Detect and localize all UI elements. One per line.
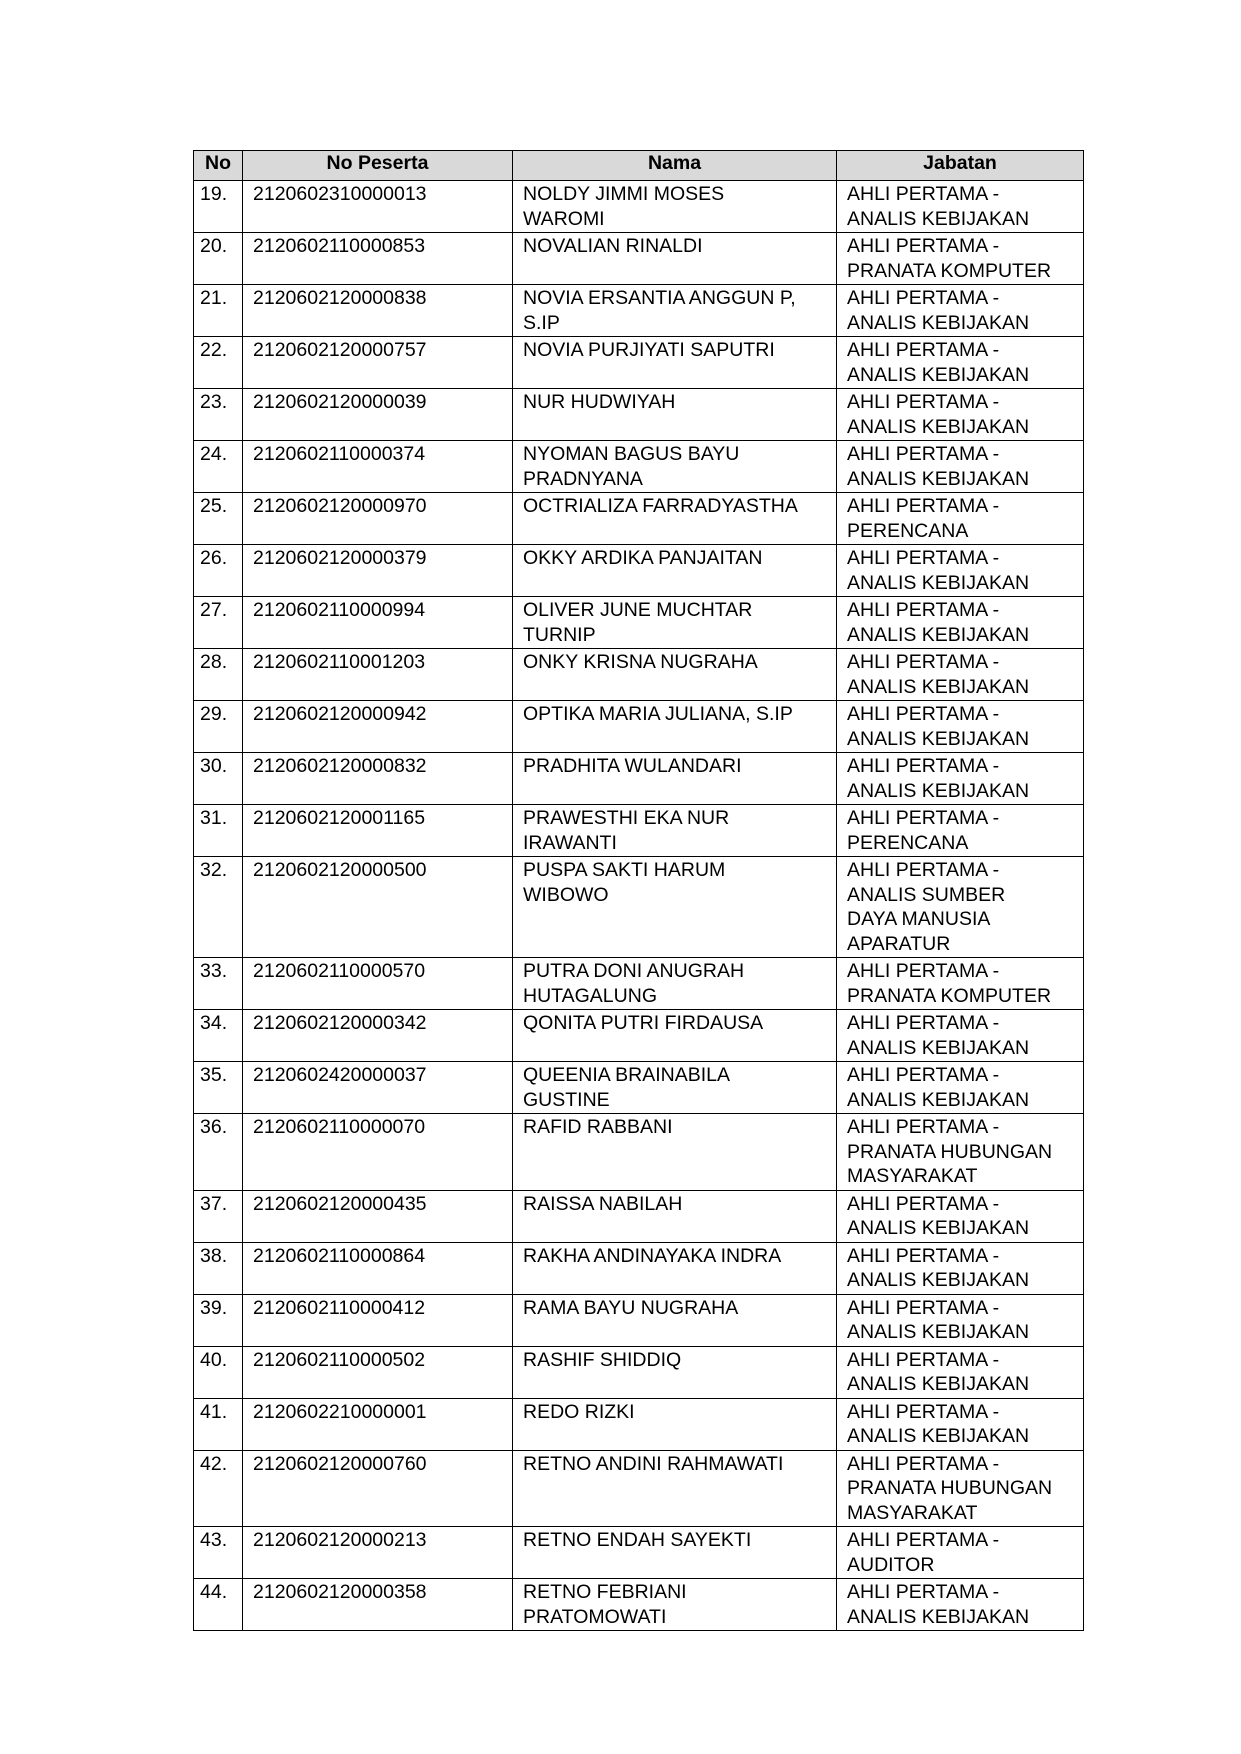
cell-nama: PUTRA DONI ANUGRAH HUTAGALUNG xyxy=(513,958,837,1010)
cell-no-peserta: 2120602120000500 xyxy=(243,857,513,958)
cell-nama: RAFID RABBANI xyxy=(513,1114,837,1191)
cell-nama: RAMA BAYU NUGRAHA xyxy=(513,1294,837,1346)
cell-jabatan: AHLI PERTAMA - ANALIS KEBIJAKAN xyxy=(837,389,1084,441)
cell-no-peserta: 2120602120000342 xyxy=(243,1010,513,1062)
cell-nama: PRADHITA WULANDARI xyxy=(513,753,837,805)
cell-jabatan: AHLI PERTAMA - ANALIS KEBIJAKAN xyxy=(837,597,1084,649)
cell-jabatan: AHLI PERTAMA - PERENCANA xyxy=(837,805,1084,857)
table-row xyxy=(194,233,1084,285)
cell-jabatan: AHLI PERTAMA - PERENCANA xyxy=(837,493,1084,545)
cell-no: 26. xyxy=(194,545,243,597)
table-row xyxy=(194,545,1084,597)
cell-jabatan: AHLI PERTAMA - PRANATA KOMPUTER xyxy=(837,958,1084,1010)
cell-no: 22. xyxy=(194,337,243,389)
cell-jabatan: AHLI PERTAMA - PRANATA HUBUNGAN MASYARAKAT xyxy=(837,1450,1084,1527)
cell-jabatan: AHLI PERTAMA - ANALIS KEBIJAKAN xyxy=(837,1346,1084,1398)
cell-nama: NOLDY JIMMI MOSES WAROMI xyxy=(513,181,837,233)
table-row xyxy=(194,958,1084,1010)
cell-nama: PUSPA SAKTI HARUM WIBOWO xyxy=(513,857,837,958)
cell-nama: RAISSA NABILAH xyxy=(513,1190,837,1242)
table-row xyxy=(194,389,1084,441)
header-no-peserta: No Peserta xyxy=(243,151,513,181)
cell-no-peserta: 2120602120000358 xyxy=(243,1579,513,1631)
table-row xyxy=(194,493,1084,545)
cell-no: 27. xyxy=(194,597,243,649)
cell-jabatan: AHLI PERTAMA - ANALIS KEBIJAKAN xyxy=(837,701,1084,753)
table-row xyxy=(194,649,1084,701)
cell-nama: RETNO ANDINI RAHMAWATI xyxy=(513,1450,837,1527)
cell-no-peserta: 2120602110000864 xyxy=(243,1242,513,1294)
table-row xyxy=(194,441,1084,493)
table-row xyxy=(194,1242,1084,1294)
cell-nama: OPTIKA MARIA JULIANA, S.IP xyxy=(513,701,837,753)
cell-no: 25. xyxy=(194,493,243,545)
cell-no-peserta: 2120602310000013 xyxy=(243,181,513,233)
cell-no-peserta: 2120602110000502 xyxy=(243,1346,513,1398)
cell-no-peserta: 2120602110000070 xyxy=(243,1114,513,1191)
cell-no: 19. xyxy=(194,181,243,233)
cell-no-peserta: 2120602120000435 xyxy=(243,1190,513,1242)
cell-no-peserta: 2120602120000039 xyxy=(243,389,513,441)
cell-jabatan: AHLI PERTAMA - PRANATA KOMPUTER xyxy=(837,233,1084,285)
table-row xyxy=(194,805,1084,857)
cell-no: 21. xyxy=(194,285,243,337)
table-row xyxy=(194,597,1084,649)
header-jabatan: Jabatan xyxy=(837,151,1084,181)
cell-no: 20. xyxy=(194,233,243,285)
cell-nama: QUEENIA BRAINABILA GUSTINE xyxy=(513,1062,837,1114)
cell-jabatan: AHLI PERTAMA - ANALIS KEBIJAKAN xyxy=(837,1398,1084,1450)
cell-jabatan: AHLI PERTAMA - ANALIS KEBIJAKAN xyxy=(837,1010,1084,1062)
cell-no-peserta: 2120602120000970 xyxy=(243,493,513,545)
cell-jabatan: AHLI PERTAMA - ANALIS KEBIJAKAN xyxy=(837,1190,1084,1242)
cell-no-peserta: 2120602120000838 xyxy=(243,285,513,337)
table-row xyxy=(194,753,1084,805)
header-no: No xyxy=(194,151,243,181)
table-row xyxy=(194,701,1084,753)
cell-jabatan: AHLI PERTAMA - ANALIS SUMBER DAYA MANUSIA APARATUR xyxy=(837,857,1084,958)
cell-no: 29. xyxy=(194,701,243,753)
table-row xyxy=(194,285,1084,337)
cell-no-peserta: 2120602120000942 xyxy=(243,701,513,753)
cell-no-peserta: 2120602110000570 xyxy=(243,958,513,1010)
cell-no: 37. xyxy=(194,1190,243,1242)
table-row xyxy=(194,1346,1084,1398)
cell-no: 30. xyxy=(194,753,243,805)
cell-nama: OKKY ARDIKA PANJAITAN xyxy=(513,545,837,597)
cell-jabatan: AHLI PERTAMA - ANALIS KEBIJAKAN xyxy=(837,337,1084,389)
cell-no-peserta: 2120602110001203 xyxy=(243,649,513,701)
cell-nama: QONITA PUTRI FIRDAUSA xyxy=(513,1010,837,1062)
cell-nama: OCTRIALIZA FARRADYASTHA xyxy=(513,493,837,545)
table-row xyxy=(194,1010,1084,1062)
header-nama: Nama xyxy=(513,151,837,181)
cell-no-peserta: 2120602110000853 xyxy=(243,233,513,285)
participant-table xyxy=(193,150,1084,1631)
cell-no-peserta: 2120602110000994 xyxy=(243,597,513,649)
table-row xyxy=(194,181,1084,233)
cell-jabatan: AHLI PERTAMA - ANALIS KEBIJAKAN xyxy=(837,1062,1084,1114)
cell-jabatan: AHLI PERTAMA - ANALIS KEBIJAKAN xyxy=(837,753,1084,805)
cell-no-peserta: 2120602420000037 xyxy=(243,1062,513,1114)
cell-nama: REDO RIZKI xyxy=(513,1398,837,1450)
header-row xyxy=(194,151,1084,181)
cell-nama: RETNO ENDAH SAYEKTI xyxy=(513,1527,837,1579)
table-row xyxy=(194,1398,1084,1450)
table-row xyxy=(194,1450,1084,1527)
cell-no: 33. xyxy=(194,958,243,1010)
cell-nama: ONKY KRISNA NUGRAHA xyxy=(513,649,837,701)
cell-nama: RASHIF SHIDDIQ xyxy=(513,1346,837,1398)
cell-no: 28. xyxy=(194,649,243,701)
cell-nama: OLIVER JUNE MUCHTAR TURNIP xyxy=(513,597,837,649)
cell-nama: NOVIA PURJIYATI SAPUTRI xyxy=(513,337,837,389)
table-body xyxy=(194,181,1084,1631)
cell-jabatan: AHLI PERTAMA - PRANATA HUBUNGAN MASYARAKAT xyxy=(837,1114,1084,1191)
cell-no: 43. xyxy=(194,1527,243,1579)
cell-nama: PRAWESTHI EKA NUR IRAWANTI xyxy=(513,805,837,857)
cell-nama: NYOMAN BAGUS BAYU PRADNYANA xyxy=(513,441,837,493)
cell-no-peserta: 2120602110000374 xyxy=(243,441,513,493)
cell-jabatan: AHLI PERTAMA - ANALIS KEBIJAKAN xyxy=(837,181,1084,233)
cell-no-peserta: 2120602210000001 xyxy=(243,1398,513,1450)
cell-no-peserta: 2120602120000213 xyxy=(243,1527,513,1579)
cell-no: 36. xyxy=(194,1114,243,1191)
cell-no: 34. xyxy=(194,1010,243,1062)
cell-nama: NOVIA ERSANTIA ANGGUN P, S.IP xyxy=(513,285,837,337)
cell-no: 39. xyxy=(194,1294,243,1346)
cell-no-peserta: 2120602120000760 xyxy=(243,1450,513,1527)
cell-nama: RAKHA ANDINAYAKA INDRA xyxy=(513,1242,837,1294)
cell-no-peserta: 2120602120000379 xyxy=(243,545,513,597)
cell-jabatan: AHLI PERTAMA - ANALIS KEBIJAKAN xyxy=(837,1294,1084,1346)
cell-jabatan: AHLI PERTAMA - AUDITOR xyxy=(837,1527,1084,1579)
cell-no: 35. xyxy=(194,1062,243,1114)
table-row xyxy=(194,1190,1084,1242)
cell-nama: RETNO FEBRIANI PRATOMOWATI xyxy=(513,1579,837,1631)
cell-no: 24. xyxy=(194,441,243,493)
cell-jabatan: AHLI PERTAMA - ANALIS KEBIJAKAN xyxy=(837,545,1084,597)
cell-nama: NUR HUDWIYAH xyxy=(513,389,837,441)
cell-nama: NOVALIAN RINALDI xyxy=(513,233,837,285)
cell-no: 32. xyxy=(194,857,243,958)
cell-jabatan: AHLI PERTAMA - ANALIS KEBIJAKAN xyxy=(837,285,1084,337)
cell-no-peserta: 2120602120001165 xyxy=(243,805,513,857)
cell-jabatan: AHLI PERTAMA - ANALIS KEBIJAKAN xyxy=(837,441,1084,493)
cell-no: 42. xyxy=(194,1450,243,1527)
table-row xyxy=(194,857,1084,958)
cell-no: 40. xyxy=(194,1346,243,1398)
cell-no: 38. xyxy=(194,1242,243,1294)
cell-no: 23. xyxy=(194,389,243,441)
cell-no: 31. xyxy=(194,805,243,857)
cell-jabatan: AHLI PERTAMA - ANALIS KEBIJAKAN xyxy=(837,649,1084,701)
table-row xyxy=(194,1114,1084,1191)
table-row xyxy=(194,1062,1084,1114)
table-row xyxy=(194,337,1084,389)
cell-jabatan: AHLI PERTAMA - ANALIS KEBIJAKAN xyxy=(837,1242,1084,1294)
table-row xyxy=(194,1527,1084,1579)
cell-no-peserta: 2120602120000757 xyxy=(243,337,513,389)
cell-no-peserta: 2120602110000412 xyxy=(243,1294,513,1346)
cell-no-peserta: 2120602120000832 xyxy=(243,753,513,805)
cell-no: 44. xyxy=(194,1579,243,1631)
cell-no: 41. xyxy=(194,1398,243,1450)
table-header xyxy=(194,151,1084,181)
cell-jabatan: AHLI PERTAMA - ANALIS KEBIJAKAN xyxy=(837,1579,1084,1631)
table-row xyxy=(194,1294,1084,1346)
table-row xyxy=(194,1579,1084,1631)
